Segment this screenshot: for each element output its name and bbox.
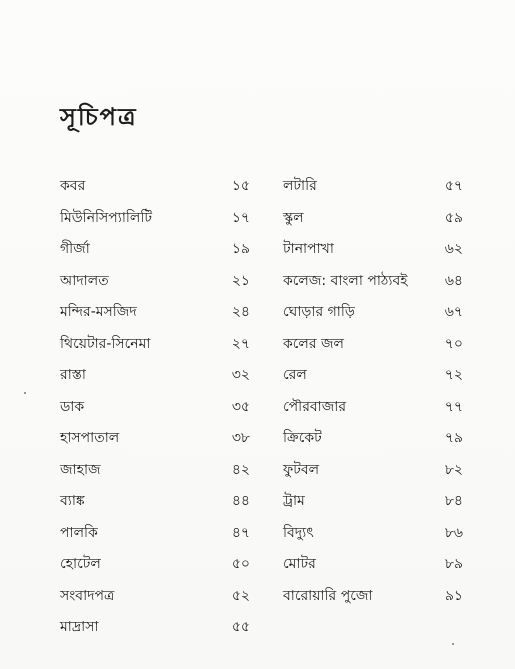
contents-entry bbox=[60, 171, 270, 203]
entry-title: মোটর bbox=[283, 556, 316, 572]
entry-title: ঘোড়ার গাড়ি bbox=[283, 304, 355, 320]
entry-page-number: ৩৮ bbox=[231, 430, 250, 446]
contents-entry bbox=[60, 581, 270, 613]
contents-entry bbox=[60, 266, 270, 298]
entry-page-number: ৬২ bbox=[444, 241, 463, 257]
contents-entry bbox=[60, 518, 270, 550]
entry-page-number: ৮৬ bbox=[444, 524, 463, 541]
contents-entry bbox=[283, 423, 463, 455]
entry-page-number: ২৭ bbox=[231, 335, 250, 352]
entry-title: হাসপাতাল bbox=[60, 430, 120, 446]
contents-entry bbox=[60, 297, 270, 329]
entry-page-number: ৯১ bbox=[444, 587, 463, 604]
entry-page-number: ৪২ bbox=[231, 461, 250, 478]
entry-page-number: ৫২ bbox=[231, 587, 250, 604]
contents-entry bbox=[60, 392, 270, 424]
entry-page-number: ১৯ bbox=[231, 241, 250, 257]
entry-title: জাহাজ bbox=[60, 461, 101, 478]
contents-entry bbox=[283, 171, 463, 203]
entry-page-number: ৫০ bbox=[231, 556, 250, 572]
entry-title: ক্রিকেট bbox=[283, 430, 322, 446]
entry-page-number: ২৪ bbox=[231, 304, 250, 320]
entry-page-number: ৩৫ bbox=[231, 398, 250, 415]
entry-page-number: ২১ bbox=[231, 272, 250, 289]
contents-entry bbox=[283, 360, 463, 392]
entry-page-number: ১৭ bbox=[231, 209, 250, 226]
paper-speck bbox=[24, 392, 26, 394]
contents-entry bbox=[60, 486, 270, 518]
entry-page-number: ৮৯ bbox=[444, 556, 463, 572]
entry-title: ব্যাঙ্ক bbox=[60, 493, 85, 509]
contents-entry bbox=[60, 329, 270, 361]
contents-entry bbox=[283, 392, 463, 424]
contents-entry bbox=[60, 423, 270, 455]
entry-title: স্কুল bbox=[283, 209, 304, 226]
contents-entry bbox=[283, 549, 463, 581]
entry-title: পৌরবাজার bbox=[283, 398, 347, 415]
entry-page-number: ১৫ bbox=[231, 178, 250, 194]
entry-title: কবর bbox=[60, 178, 86, 194]
entry-title: মিউনিসিপ্যালিটি bbox=[60, 209, 152, 226]
entry-page-number: ৬৭ bbox=[444, 304, 463, 320]
contents-entry bbox=[60, 203, 270, 235]
entry-title: বিদ্যুৎ bbox=[283, 524, 314, 541]
contents-entry bbox=[60, 360, 270, 392]
entry-title: রাস্তা bbox=[60, 367, 86, 383]
entry-page-number: ৭০ bbox=[444, 335, 463, 352]
page-title: সূচিপত্র bbox=[60, 103, 138, 131]
contents-entry bbox=[283, 234, 463, 266]
entry-page-number: ৮২ bbox=[444, 461, 463, 478]
contents-entry bbox=[283, 455, 463, 487]
entry-page-number: ৭২ bbox=[444, 367, 463, 383]
entry-page-number: ৪৪ bbox=[231, 493, 250, 509]
entry-title: থিয়েটার-সিনেমা bbox=[60, 335, 151, 352]
entry-page-number: ৮৪ bbox=[444, 493, 463, 509]
entry-title: রেল bbox=[283, 367, 307, 383]
entry-page-number: ৬৪ bbox=[444, 272, 463, 289]
entry-page-number: ৩২ bbox=[231, 367, 250, 383]
entry-title: মন্দির-মসজিদ bbox=[60, 304, 137, 320]
entry-title: কলেজ: বাংলা পাঠ্যবই bbox=[283, 272, 408, 289]
paper-speck bbox=[452, 643, 454, 645]
entry-page-number: ৫৫ bbox=[231, 619, 250, 635]
entry-page-number: ৫৯ bbox=[444, 209, 463, 226]
contents-entry bbox=[60, 549, 270, 581]
entry-title: মাদ্রাসা bbox=[60, 619, 99, 635]
contents-entry bbox=[60, 455, 270, 487]
entry-title: বারোয়ারি পুজো bbox=[283, 587, 373, 604]
entry-page-number: ৫৭ bbox=[444, 178, 463, 194]
contents-entry bbox=[283, 486, 463, 518]
contents-entry bbox=[283, 329, 463, 361]
entry-title: পালকি bbox=[60, 524, 98, 541]
entry-page-number: ৪৭ bbox=[231, 524, 250, 541]
entry-title: লটারি bbox=[283, 178, 317, 194]
contents-column-left bbox=[60, 171, 270, 644]
contents-column-right bbox=[283, 171, 463, 612]
entry-title: টানাপাখা bbox=[283, 241, 334, 257]
entry-title: হোটেল bbox=[60, 556, 101, 572]
entry-title: সংবাদপত্র bbox=[60, 587, 115, 604]
entry-title: ডাক bbox=[60, 398, 85, 415]
contents-entry bbox=[283, 518, 463, 550]
entry-title: গীর্জা bbox=[60, 241, 90, 257]
contents-entry bbox=[283, 581, 463, 613]
entry-title: কলের জল bbox=[283, 335, 344, 352]
entry-page-number: ৭৭ bbox=[444, 398, 463, 415]
entry-title: ট্রাম bbox=[283, 493, 305, 509]
entry-page-number: ৭৯ bbox=[444, 430, 463, 446]
contents-entry bbox=[283, 203, 463, 235]
contents-entry bbox=[60, 612, 270, 644]
contents-entry bbox=[283, 266, 463, 298]
entry-title: আদালত bbox=[60, 272, 109, 289]
contents-entry bbox=[60, 234, 270, 266]
entry-title: ফুটবল bbox=[283, 461, 320, 478]
contents-entry bbox=[283, 297, 463, 329]
